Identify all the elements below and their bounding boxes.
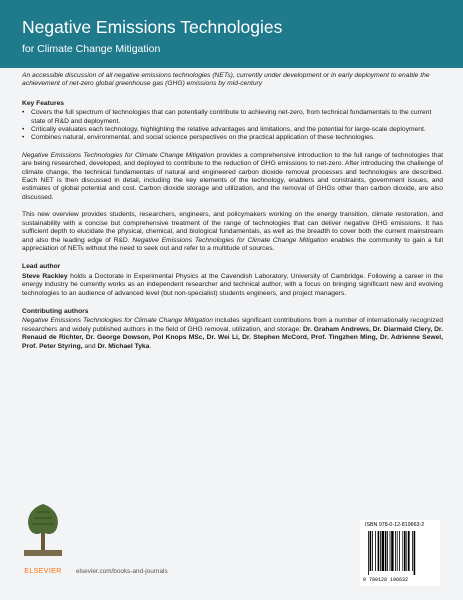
barcode-bar	[395, 531, 396, 571]
contributor-last-name: Dr. Michael Tyka	[97, 342, 150, 350]
barcode-bar	[391, 531, 393, 571]
back-cover-text	[22, 72, 443, 360]
description-text: This new overview provides students, researchers, engineers, and policymakers working on the energy transition, climate restoration, and sustainability with a concise but comprehensive treatment of the range of technologies that can deliver negative GHG emissions. It has sufficient depth to elucidate the physical, chemical, and biological fundamentals, as well as the breadth to cover both the current mainstream and also the leading edge of R&D.	[22, 211, 443, 244]
publisher-url[interactable]: elsevier.com/books-and-journals	[76, 568, 168, 575]
book-title-italic: Negative Emissions Technologies for Climate Change Mitigation	[22, 151, 215, 159]
contributors-and: and	[82, 342, 98, 350]
description-text: provides a comprehensive introduction to the full range of technologies that are being researched, developed, and deployed to contribute to the reduction of GHG emissions to net-zero. After introducing the challenge of climate change, the technical fundamentals of natural and engineered carbon dioxide removal processes and technologies are described. Each NET is then discussed in detail, including the key elements of the technology, enablers and constraints, government issues, and estimates of global potential and cost. Carbon dioxide storage and utilization, and the removal of GHGs other than carbon dioxide, are also discussed.	[22, 151, 443, 201]
barcode-bar	[390, 531, 391, 571]
title-banner	[0, 0, 463, 68]
contributor-names: Dr. Graham Andrews, Dr. Diarmaid Clery, Dr. Renaud de Richter, Dr. George Dowson, Pol Knops MSc, Dr. Wei Li, Dr. Stephen McCord, Prof. Tingzhen Ming, Dr. Adrienne Sewel, Prof. Peter Styring,	[22, 325, 444, 350]
barcode-bar	[387, 531, 388, 571]
description-text: enables the community to gain a full appreciation of NETs without the need to seek out and refer to a multitude of sources.	[22, 236, 443, 252]
contributors-end: .	[149, 342, 152, 350]
barcode	[367, 531, 433, 575]
barcode-bar	[414, 531, 416, 575]
key-features-heading: Key Features	[22, 99, 65, 107]
key-feature-item: • Covers the full spectrum of technologies that can potentially contribute to achieving net-zero, from technical fundamentals to the current state of R&D and deployment.	[30, 109, 443, 126]
barcode-bar	[408, 531, 410, 571]
barcode-bar	[412, 531, 413, 571]
barcode-number: 9 780128 196632	[363, 577, 409, 583]
barcode-bar	[370, 531, 372, 571]
barcode-bar	[402, 531, 403, 571]
barcode-bar	[380, 531, 381, 571]
contributing-authors-heading: Contributing authors	[22, 307, 89, 315]
barcode-bar	[399, 531, 400, 571]
barcode-bar	[378, 531, 380, 571]
book-title-italic: Negative Emissions Technologies for Climate Change Mitigation	[22, 317, 213, 325]
barcode-bar	[368, 531, 369, 575]
book-title: Negative Emissions Technologies	[22, 17, 283, 37]
contributors-text: includes significant contributions from a number of internationally recognized researchers and widely published authors in the field of GHG removal, utilization, and storage:	[22, 317, 443, 333]
barcode-bar	[404, 531, 406, 571]
lead-author-heading: Lead author	[22, 263, 61, 271]
key-features-list	[22, 109, 443, 143]
barcode-bar	[375, 531, 376, 571]
isbn-label: ISBN 978-0-12-819663-2	[365, 522, 425, 528]
lead-author-bio	[22, 273, 443, 298]
contributing-authors-paragraph	[22, 317, 443, 351]
publisher-wordmark: ELSEVIER	[24, 568, 62, 575]
key-feature-item: • Combines natural, environmental, and social science perspectives on the practical application of these technologies.	[30, 134, 443, 142]
elsevier-tree-logo	[22, 500, 64, 560]
key-feature-item: • Critically evaluates each technology, highlighting the relative advantages and limitations, and the potential for large-scale deployment.	[30, 126, 443, 134]
lead-author-name: Steve Rackley	[22, 272, 68, 280]
barcode-bar	[372, 531, 373, 571]
book-title-italic: Negative Emissions Technologies for Climate Change Mitigation	[132, 236, 328, 244]
description-paragraph-1	[22, 152, 443, 202]
intro-paragraph: An accessible discussion of all negative emissions technologies (NETs), currently under development or in early deployment to enable the achievement of net-zero global greenhouse gas (GHG) emissions by mid-century	[22, 72, 430, 88]
barcode-bar	[385, 531, 387, 571]
barcode-bar	[406, 531, 407, 571]
book-subtitle: for Climate Change Mitigation	[22, 43, 161, 55]
barcode-bar	[397, 531, 398, 571]
description-paragraph-2	[22, 211, 443, 253]
lead-author-bio-text: holds a Doctorate in Experimental Physics at the Cavendish Laboratory, University of Cambridge. Following a career in the energy industry he currently works as an independent researcher and technical author, with a focus on bringing significant new and evolving technologies to an audience of advanced level (but non-specialist) students engineers, and project managers.	[22, 272, 443, 297]
barcode-bar	[382, 531, 384, 571]
